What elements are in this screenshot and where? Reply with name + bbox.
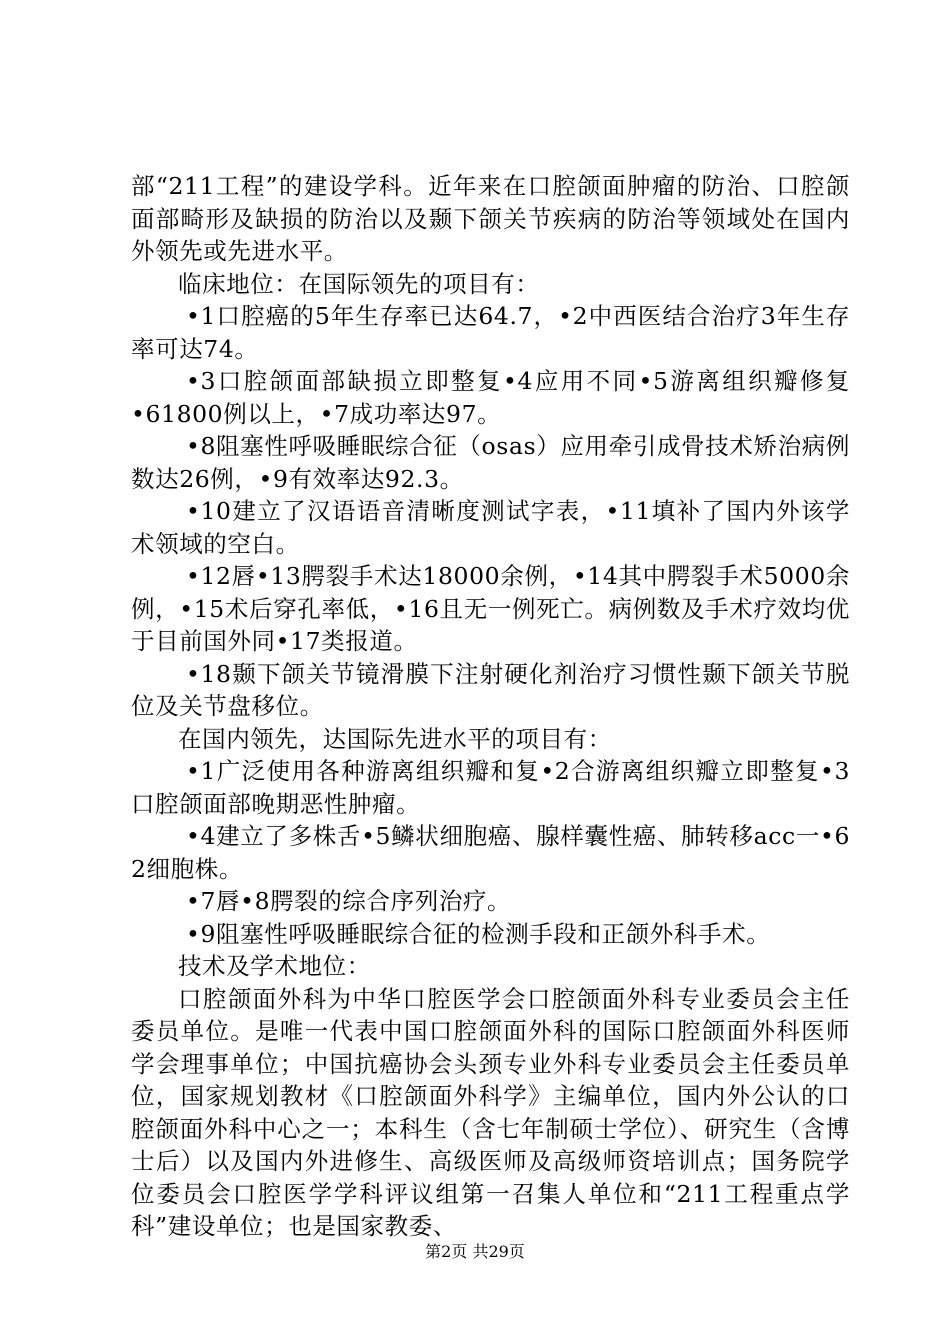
paragraph-intro: 部“211工程”的建设学科。近年来在口腔颌面肿瘤的防治、口腔颌面部畸形及缺损的防治以及颞下颌关节疾病的防治等领域处在国内外领先或先进水平。 — [131, 172, 850, 265]
paragraph-item: •18颞下颌关节镜滑膜下注射硬化剂治疗习惯性颞下颌关节脱位及关节盘移位。 — [131, 659, 850, 720]
paragraph-item: •4建立了多株舌•5鳞状细胞癌、腺样囊性癌、肺转移acc一•6 2细胞株。 — [131, 822, 850, 883]
paragraph-clinical-heading: 临床地位：在国际领先的项目有： — [178, 269, 540, 298]
paragraph-item: •3口腔颌面部缺损立即整复•4应用不同•5游离组织瓣修复•61800例以上，•7成功率达97。 — [131, 367, 850, 428]
paragraph-academic-body: 口腔颌面外科为中华口腔医学会口腔颌面外科专业委员会主任委员单位。是唯一代表中国口腔颌面外科的国际口腔颌面外科医师学会理事单位；中国抗癌协会头颈专业外科专业委员会主任委员单位，国家规划教材《口腔颌面外科学》主编单位，国内外公认的口腔颌面外科中心之一；本科生（含七年制硕士学位）、研究生（含博士后）以及国内外进修生、高级医师及高级师资培训点；国务院学位委员会口腔医学学科评议组第一召集人单位和“211工程重点学科”建设单位；也是国家教委、 — [131, 984, 850, 1240]
paragraph-item: •8阻塞性呼吸睡眠综合征（osas）应用牵引成骨技术矫治病例数达26例，•9有效率达92.3。 — [131, 432, 850, 493]
document-body — [131, 170, 850, 1243]
paragraph-item: •10建立了汉语语音清晰度测试字表，•11填补了国内外该学术领域的空白。 — [131, 497, 850, 558]
paragraph-academic-heading: 技术及学术地位： — [178, 952, 371, 980]
paragraph-item: •1广泛使用各种游离组织瓣和复•2合游离组织瓣立即整复•3口腔颌面部晚期恶性肿瘤。 — [131, 757, 850, 818]
paragraph-item: •9阻塞性呼吸睡眠综合征的检测手段和正颌外科手术。 — [186, 919, 771, 948]
paragraph-item: •7唇•8腭裂的综合序列治疗。 — [186, 887, 512, 915]
paragraph-item: •12唇•13腭裂手术达18000余例，•14其中腭裂手术5000余例，•15术后穿孔率低，•16且无一例死亡。病例数及手术疗效均优于目前国外同•17类报道。 — [131, 562, 850, 655]
paragraph-item: •1口腔癌的5年生存率已达64.7，•2中西医结合治疗3年生存率可达74。 — [131, 302, 850, 363]
page-footer: 第2页 共29页 — [425, 1242, 525, 1261]
paragraph-domestic-heading: 在国内领先，达国际先进水平的项目有： — [178, 724, 612, 753]
